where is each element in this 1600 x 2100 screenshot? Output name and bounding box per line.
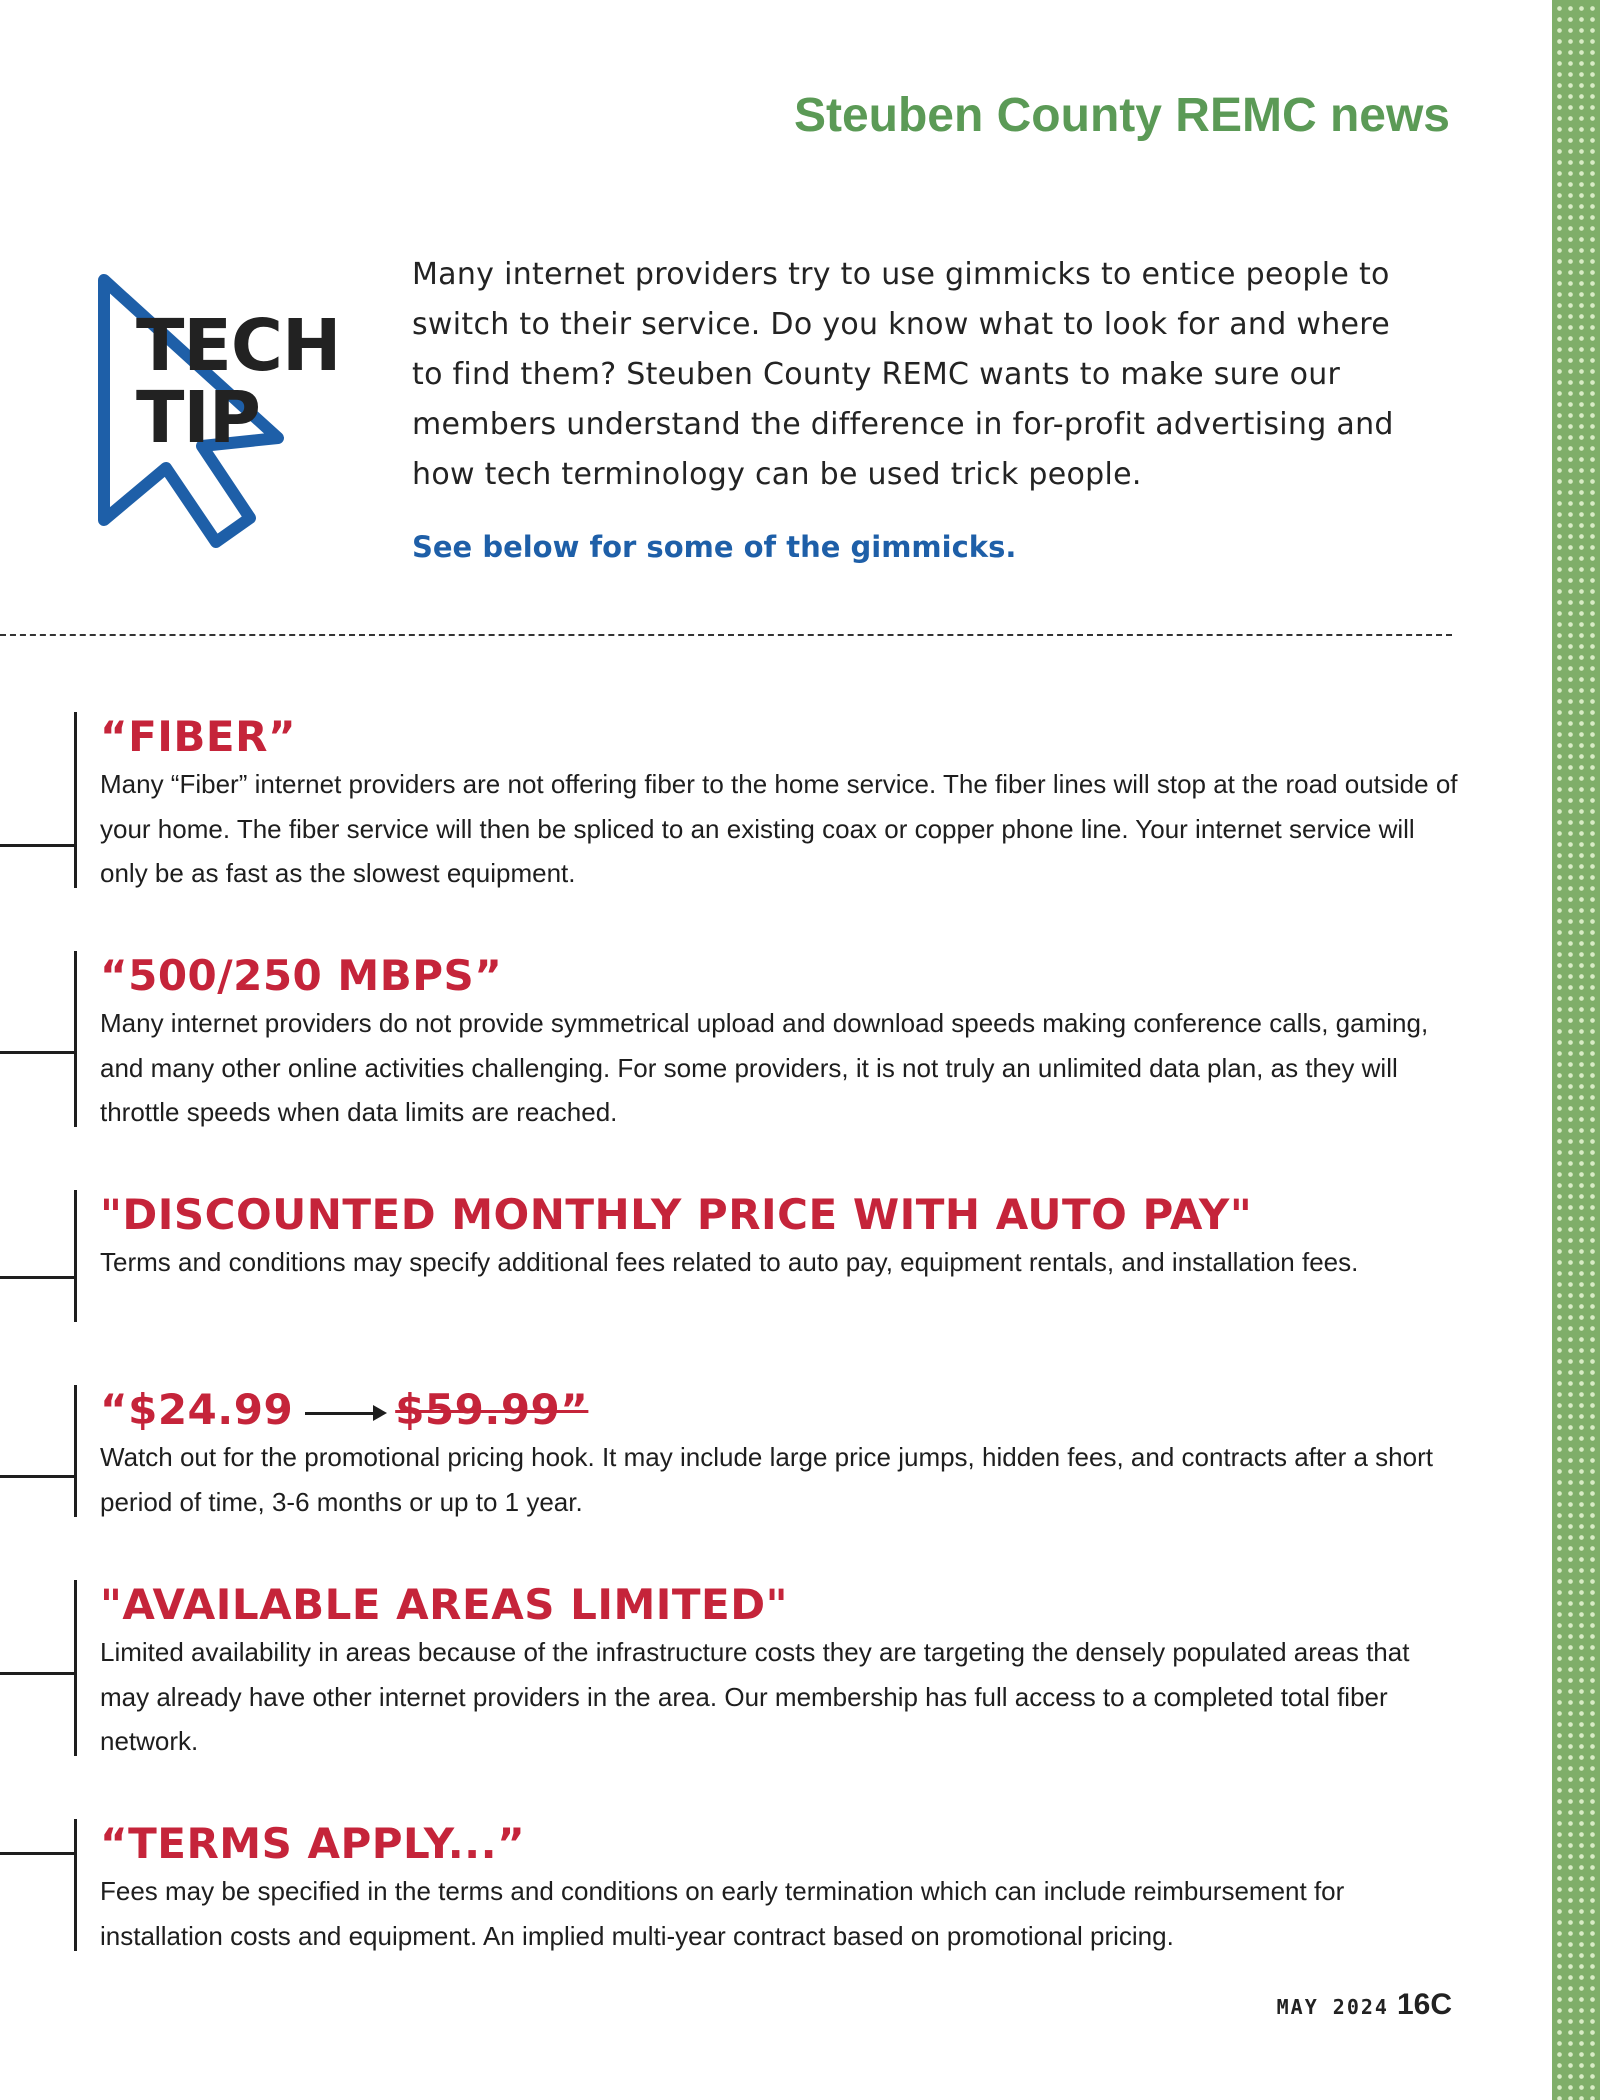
bracket-horizontal-line <box>0 1051 76 1054</box>
bracket-horizontal-line <box>0 1276 76 1279</box>
tech-tip-wordmark <box>136 304 341 459</box>
promo-price-current: “$24.99 <box>100 1385 294 1434</box>
item-title: “500/250 MBPS” <box>100 951 503 1000</box>
arrow-right-icon <box>305 1403 387 1423</box>
item-body: Watch out for the promotional pricing hook. It may include large price jumps, hidden fees, and contracts after a short period of time, 3-6 months or up to 1 year. <box>100 1442 1433 1517</box>
bracket-vertical-line <box>74 1819 77 1951</box>
item-body: Terms and conditions may specify additional fees related to auto pay, equipment rentals, and installation fees. <box>100 1247 1359 1277</box>
item-title <box>100 1385 588 1435</box>
item-body: Limited availability in areas because of the infrastructure costs they are targeting the densely populated areas that may already have other internet providers in the area. Our membership has full access to a completed total fiber network. <box>100 1637 1410 1756</box>
bracket-horizontal-line <box>0 844 76 847</box>
logo-line-tech: TECH <box>136 304 341 387</box>
bracket-horizontal-line <box>0 1852 76 1855</box>
intro-see-below: See below for some of the gimmicks. <box>412 530 1017 564</box>
item-title: "AVAILABLE AREAS LIMITED" <box>100 1580 788 1629</box>
bracket-vertical-line <box>74 1385 77 1517</box>
item-body: Many “Fiber” internet providers are not offering fiber to the home service. The fiber lines will stop at the road outside of your home. The fiber service will then be spliced to an existing coax or copper phone line. Your internet service will only be as fast as the slowest equipment. <box>100 769 1458 888</box>
item-title: “TERMS APPLY...” <box>100 1819 526 1868</box>
page-header-title: Steuben County REMC news <box>793 89 1450 142</box>
tech-tip-logo <box>88 262 348 562</box>
item-body: Many internet providers do not provide symmetrical upload and download speeds making conference calls, gaming, and many other online activities challenging. For some providers, it is not truly an unlimited data plan, as they will throttle speeds when data limits are reached. <box>100 1008 1429 1127</box>
page-footer <box>1277 1988 1452 2022</box>
item-title: "DISCOUNTED MONTHLY PRICE WITH AUTO PAY" <box>100 1190 1253 1239</box>
intro-paragraph: Many internet providers try to use gimmicks to entice people to switch to their service. Do you know what to look for and where to find them? Steuben County REMC wants to make sure our members understand the difference in for-profit advertising and how tech terminology can be used trick people. <box>412 257 1394 492</box>
issue-date: MAY 2024 <box>1276 1995 1389 2019</box>
bracket-vertical-line <box>74 951 77 1127</box>
promo-price-regular: $59.99” <box>395 1385 589 1434</box>
bracket-vertical-line <box>74 1190 77 1322</box>
bracket-horizontal-line <box>0 1672 76 1675</box>
item-title: “FIBER” <box>100 712 297 761</box>
item-body: Fees may be specified in the terms and conditions on early termination which can include reimbursement for installation costs and equipment. An implied multi-year contract based on promotional pricing. <box>100 1876 1345 1951</box>
bracket-horizontal-line <box>0 1475 76 1478</box>
bracket-vertical-line <box>74 1580 77 1756</box>
dashed-divider <box>0 634 1452 636</box>
side-decorative-strip <box>1552 0 1600 2100</box>
page-number: 16C <box>1396 1988 1452 2021</box>
logo-line-tip: TIP <box>136 376 260 459</box>
bracket-vertical-line <box>74 712 77 888</box>
